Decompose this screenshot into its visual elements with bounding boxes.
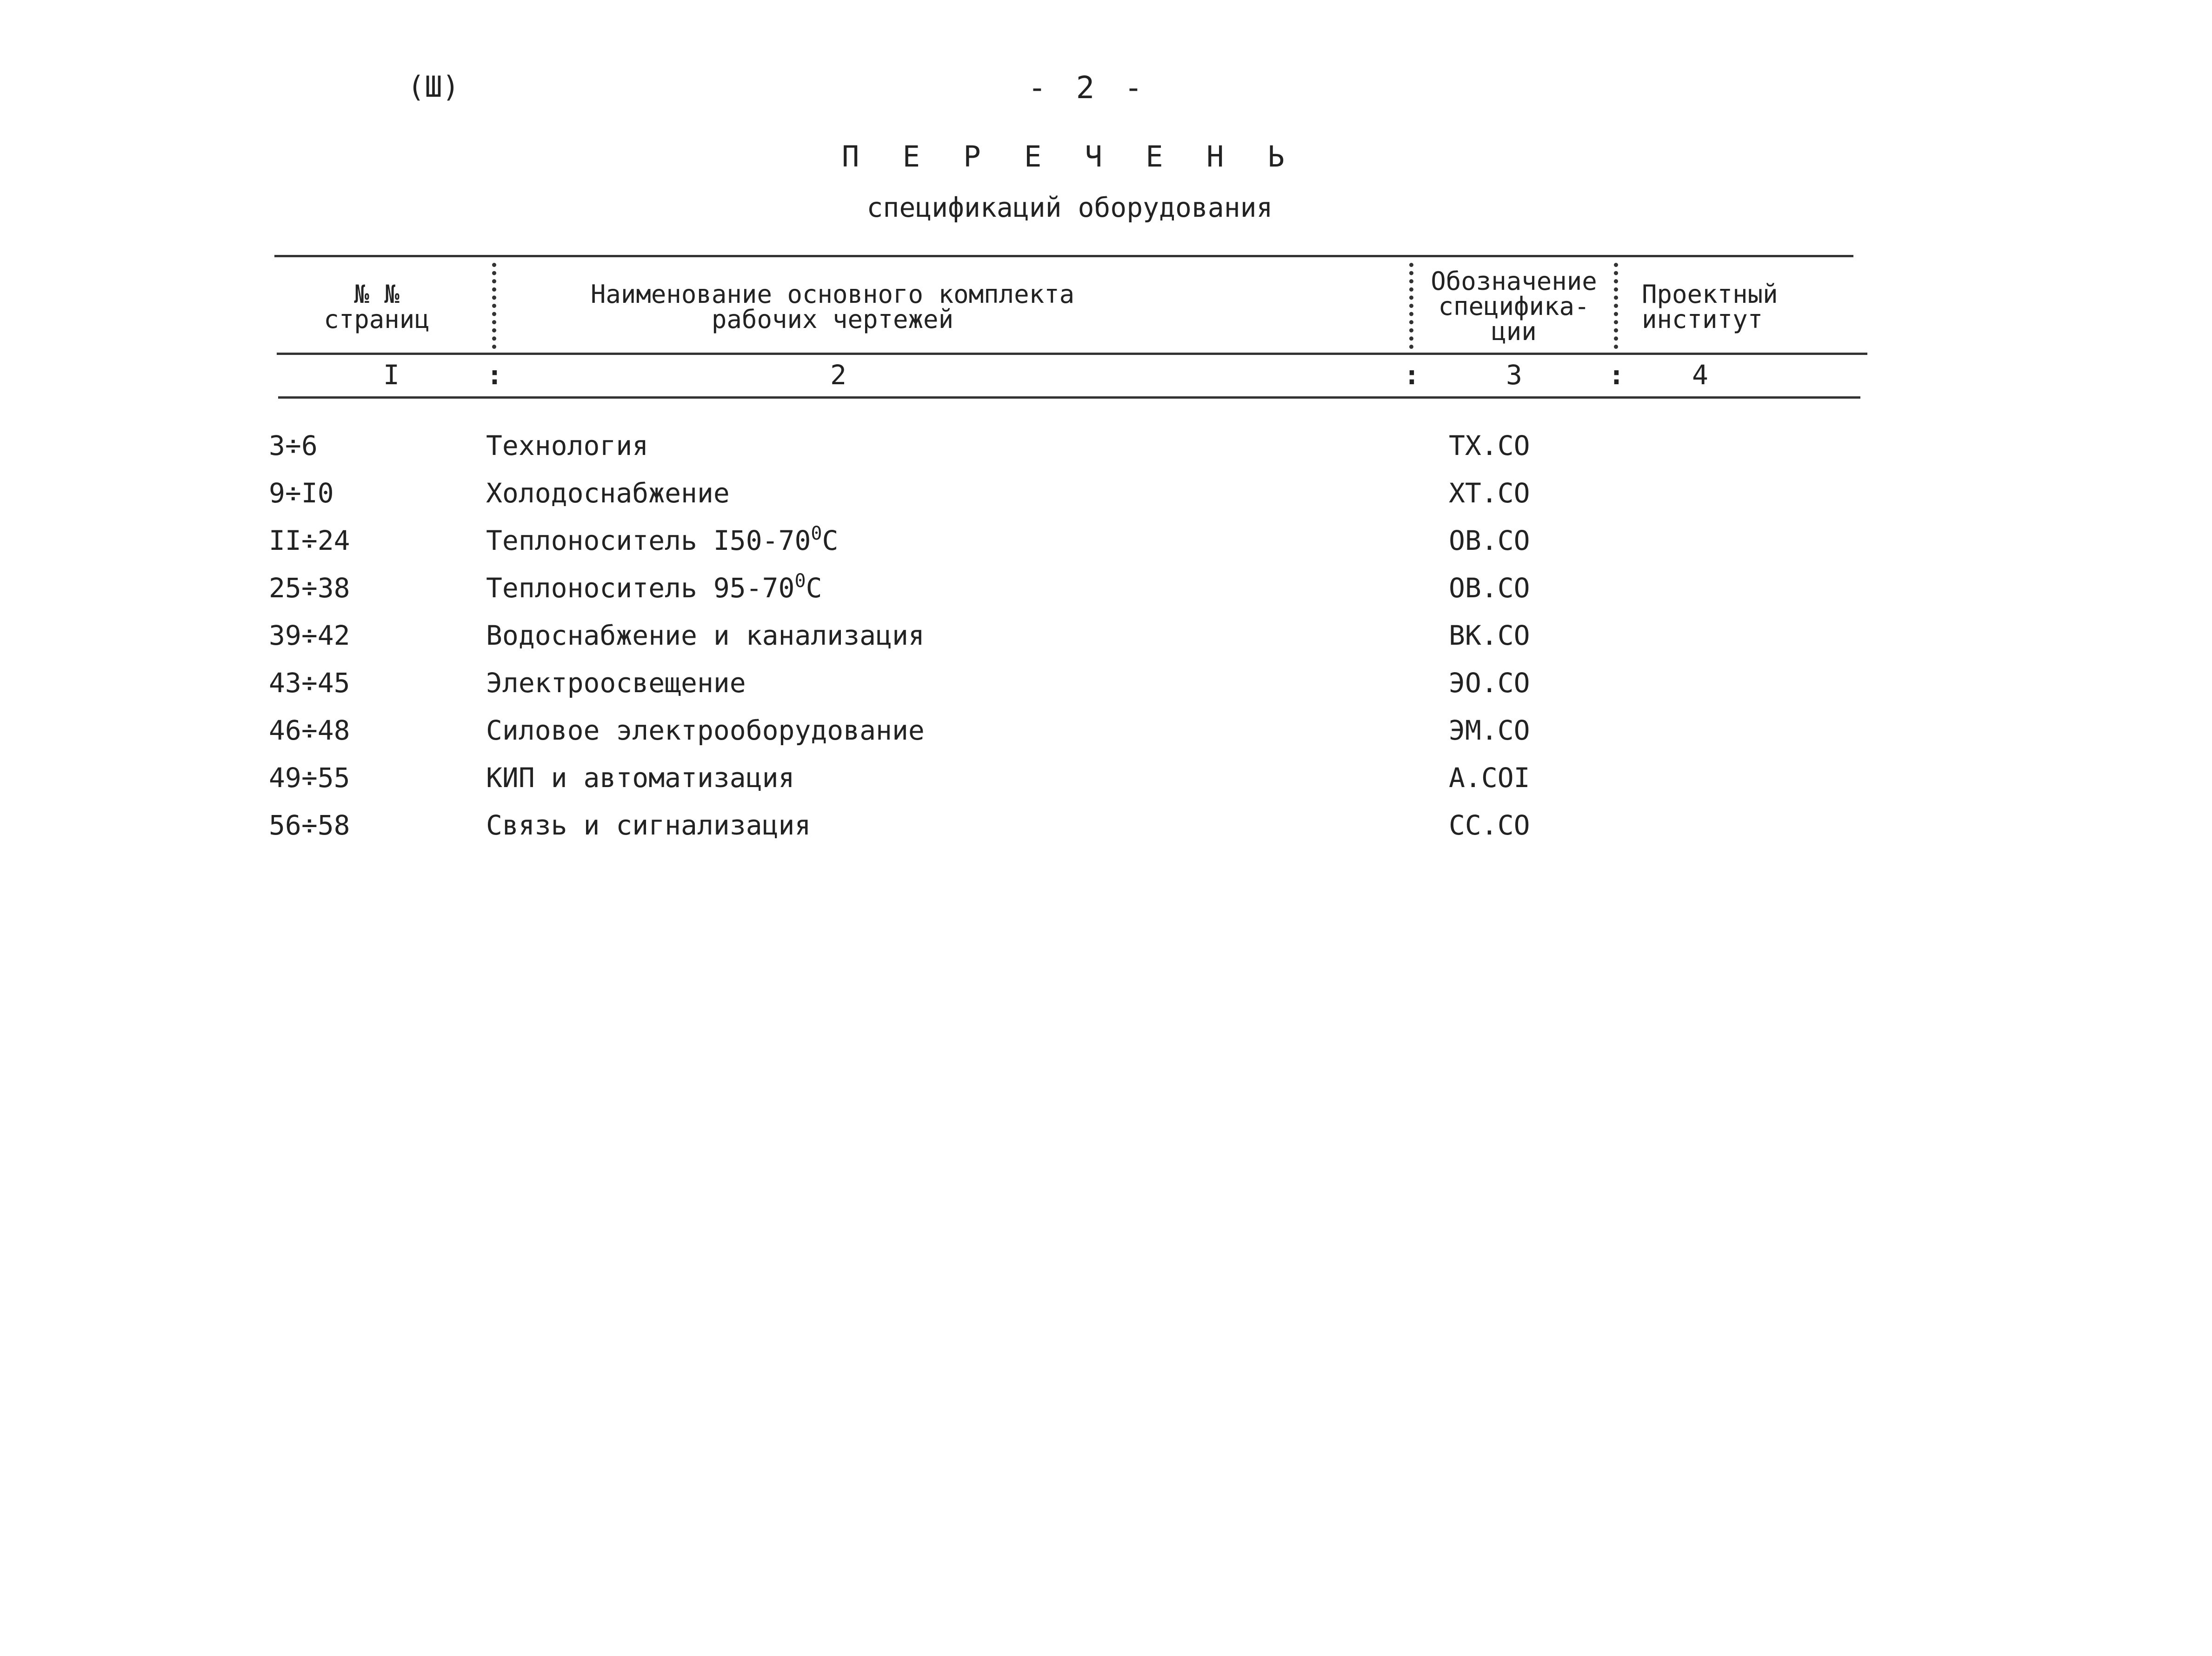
header-name: Наименование основного комплекта рабочих чертежей (590, 280, 1075, 334)
row-pages: 9÷I0 (269, 477, 334, 509)
table-row (0, 762, 2212, 804)
row-name: Связь и сигнализация (486, 809, 811, 841)
document-subtitle: спецификаций оборудования (866, 192, 1273, 223)
column-number: I (383, 359, 400, 391)
row-name: Теплоноситель $I50-70^0С$ (486, 523, 839, 556)
row-code: ВК.СО (1449, 620, 1530, 651)
row-name: Электроосвещение (486, 667, 746, 699)
column-separator (492, 263, 496, 349)
row-pages: 25÷38 (269, 572, 350, 604)
table-row (0, 620, 2212, 661)
row-name: Холодоснабжение (486, 477, 730, 509)
header-code: Обозначение специфика- ции (1431, 267, 1597, 346)
row-name: Силовое электрооборудование (486, 714, 925, 746)
table-row (0, 477, 2212, 519)
column-number: 3 (1506, 359, 1522, 391)
header-institute: Проектный институт (1642, 280, 1778, 334)
row-pages: 3÷6 (269, 430, 318, 461)
table-row (0, 572, 2212, 614)
table-row (0, 714, 2212, 756)
header-divider (277, 353, 1867, 355)
row-pages: 56÷58 (269, 809, 350, 841)
row-pages: 43÷45 (269, 667, 350, 699)
page-number: - 2 - (1028, 70, 1148, 106)
table-row (0, 430, 2212, 472)
row-code: ТХ.СО (1449, 430, 1530, 461)
column-number: 4 (1692, 359, 1708, 391)
column-colon: : (1608, 359, 1625, 391)
table-row (0, 809, 2212, 851)
row-code: ЭМ.СО (1449, 714, 1530, 746)
table-top-rule (274, 255, 1853, 257)
row-code: ОВ.СО (1449, 525, 1530, 556)
row-name: Теплоноситель $95-70^0С$ (486, 570, 822, 604)
row-code: ОВ.СО (1449, 572, 1530, 604)
header-pages: № № страниц (324, 280, 430, 334)
column-separator (1409, 263, 1413, 349)
row-code: ЭО.СО (1449, 667, 1530, 699)
column-separator (1614, 263, 1618, 349)
column-number: 2 (830, 359, 846, 391)
row-name: КИП и автоматизация (486, 762, 795, 794)
column-numbers-rule (278, 396, 1860, 399)
column-colon: : (486, 359, 503, 391)
row-pages: 49÷55 (269, 762, 350, 794)
column-colon: : (1404, 359, 1420, 391)
row-name: Технология (486, 430, 649, 461)
document-title: П Е Р Е Ч Е Н Ь (842, 140, 1298, 174)
corner-mark: (Ш) (407, 70, 460, 104)
row-code: А.СОI (1449, 762, 1530, 794)
table-row (0, 667, 2212, 709)
table-row (0, 525, 2212, 567)
row-code: ХТ.СО (1449, 477, 1530, 509)
row-name: Водоснабжение и канализация (486, 620, 925, 651)
row-pages: 46÷48 (269, 714, 350, 746)
row-pages: 39÷42 (269, 620, 350, 651)
row-pages: II÷24 (269, 525, 350, 556)
row-code: СС.СО (1449, 809, 1530, 841)
